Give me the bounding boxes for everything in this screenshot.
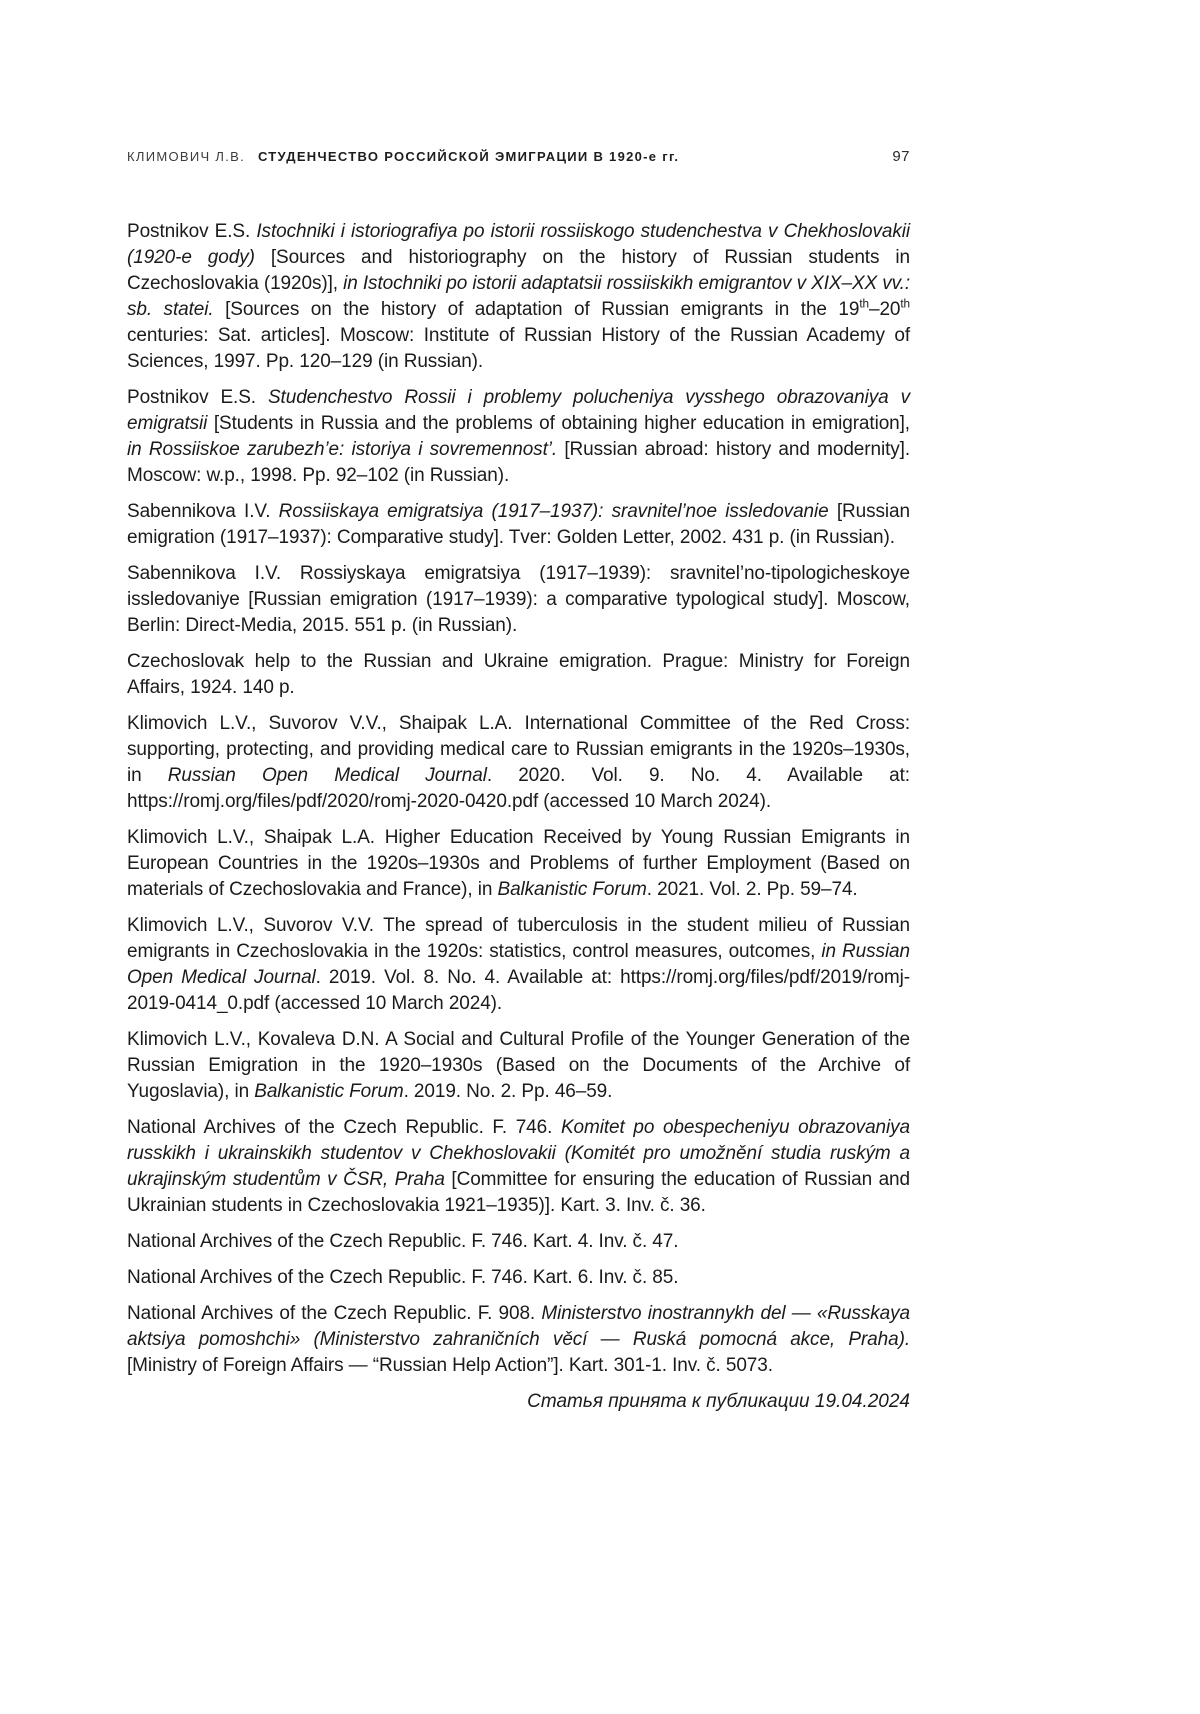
reference-text-run: National Archives of the Czech Republic. F. 746. xyxy=(127,1117,561,1138)
reference-text-run: [Sources and historiography on the history of Russian students in Czechoslovakia (1920s)], xyxy=(127,247,910,294)
reference-title-run: Istochniki i istoriografiya po istorii rossiiskogo studenchestva v Chekhoslovakii (1920-e gody) xyxy=(127,221,910,268)
reference-title-run: Rossiiskaya emigratsiya (1917–1937): sravnitel’noe issledovanie xyxy=(278,501,837,522)
reference-text-run: National Archives of the Czech Republic. F. 746. Kart. 6. Inv. č. 85. xyxy=(127,1267,679,1288)
reference-text-run: –20 xyxy=(868,299,901,320)
reference-text-run: Sabennikova I.V. xyxy=(127,501,279,522)
reference-text-run: [Sources on the history of adaptation of Russian emigrants in the 19 xyxy=(225,299,860,320)
reference-entry xyxy=(127,711,910,815)
running-header-text xyxy=(127,149,679,164)
reference-text-run: Sabennikova I.V. Rossiyskaya emigratsiya (1917–1939): sravnitel’no-tipologicheskoye issledovaniye [Russian emigration (1917–1939): a comparative typological study]. Moscow, Berlin: Direct-Media, 2015. 551 p. (in Russian). xyxy=(127,563,910,636)
reference-text-run: Postnikov E.S. xyxy=(127,387,268,408)
reference-title-run: in Russian Open Medical Journal xyxy=(127,941,910,988)
reference-entry xyxy=(127,825,910,903)
reference-text-run: Klimovich L.V., Suvorov V.V., Shaipak L.A. International Committee of the Red Cross: supporting, protecting, and providing medical care to Russian emigrants in the 1920s–1930s, in xyxy=(127,713,910,786)
ordinal-superscript: th xyxy=(859,297,869,311)
page-number: 97 xyxy=(892,148,910,165)
page-content xyxy=(127,148,910,1415)
header-article-title: СТУДЕНЧЕСТВО РОССИЙСКОЙ ЭМИГРАЦИИ В 1920-е гг. xyxy=(257,149,680,164)
reference-entry xyxy=(127,1265,910,1291)
reference-entry xyxy=(127,1027,910,1105)
reference-text-run: Czechoslovak help to the Russian and Ukraine emigration. Prague: Ministry for Foreign Affairs, 1924. 140 p. xyxy=(127,651,910,698)
reference-text-run: National Archives of the Czech Republic. F. 908. xyxy=(127,1303,542,1324)
reference-entry xyxy=(127,219,910,375)
acceptance-note: Статья принята к публикации 19.04.2024 xyxy=(527,1391,910,1412)
ordinal-superscript: th xyxy=(900,297,911,311)
reference-title-run: Ministerstvo inostrannykh del — «Russkaya aktsiya pomoshchi» (Ministerstvo zahraničních věcí — Ruská pomocná akce, Praha). xyxy=(127,1303,910,1350)
running-header xyxy=(127,148,910,165)
reference-title-run: in Istochniki po istorii adaptatsii rossiiskikh emigrantov v XIX–XX vv.: sb. statei. xyxy=(127,273,911,320)
reference-entry xyxy=(127,1115,910,1219)
reference-title-run: Balkanistic Forum xyxy=(497,879,647,900)
header-author: КЛИМОВИЧ Л.В. xyxy=(127,149,246,164)
reference-entry xyxy=(127,1301,910,1379)
reference-text-run: [Russian emigration (1917–1937): Comparative study]. Tver: Golden Letter, 2002. 431 p. (in Russian). xyxy=(127,501,910,548)
reference-text-run: Klimovich L.V., Suvorov V.V. The spread of tuberculosis in the student milieu of Russian emigrants in Czechoslovakia in the 1920s: statistics, control measures, outcomes, xyxy=(127,915,910,962)
reference-text-run: National Archives of the Czech Republic. F. 746. Kart. 4. Inv. č. 47. xyxy=(127,1231,679,1252)
reference-entry xyxy=(127,913,910,1017)
reference-text-run: Klimovich L.V., Kovaleva D.N. A Social and Cultural Profile of the Younger Generation of the Russian Emigration in the 1920–1930s (Based on the Documents of the Archive of Yugoslavia), in xyxy=(127,1029,910,1102)
reference-text-run: [Committee for ensuring the education of Russian and Ukrainian students in Czechoslovakia 1921–1935)]. Kart. 3. Inv. č. 36. xyxy=(127,1169,910,1216)
reference-title-run: Komitet po obespecheniyu obrazovaniya russkikh i ukrainskikh studentov v Chekhoslovakii (Komitét pro umožnění studia ruským a ukrajinským studentům v ČSR, Praha xyxy=(127,1117,910,1190)
reference-text-run: . 2019. Vol. 8. No. 4. Available at: https://romj.org/files/pdf/2019/romj-2019-0414_0.pdf (accessed 10 March 2024). xyxy=(127,967,910,1014)
reference-title-run: in Rossiiskoe zarubezh’e: istoriya i sovremennost’. xyxy=(127,439,565,460)
reference-text-run: Klimovich L.V., Shaipak L.A. Higher Education Received by Young Russian Emigrants in European Countries in the 1920s–1930s and Problems of further Employment (Based on materials of Czechoslovakia and France), in xyxy=(127,827,910,900)
reference-entry xyxy=(127,385,910,489)
reference-entry xyxy=(127,649,910,701)
reference-text-run: . 2019. No. 2. Pp. 46–59. xyxy=(403,1081,613,1102)
reference-text-run: . 2021. Vol. 2. Pp. 59–74. xyxy=(646,879,858,900)
reference-text-run: [Russian abroad: history and modernity]. Moscow: w.p., 1998. Pp. 92–102 (in Russian). xyxy=(127,439,911,486)
reference-entry xyxy=(127,499,910,551)
references-list xyxy=(127,219,910,1379)
reference-title-run: Balkanistic Forum xyxy=(254,1081,404,1102)
reference-title-run: Studenchestvo Rossii i problemy polucheniya vysshego obrazovaniya v emigratsii xyxy=(127,387,910,434)
reference-title-run: Russian Open Medical Journal xyxy=(167,765,487,786)
reference-text-run: . 2020. Vol. 9. No. 4. Available at: https://romj.org/files/pdf/2020/romj-2020-0420.pdf (accessed 10 March 2024). xyxy=(127,765,910,812)
reference-entry xyxy=(127,1229,910,1255)
reference-text-run: [Students in Russia and the problems of obtaining higher education in emigration], xyxy=(213,413,910,434)
reference-text-run: Postnikov E.S. xyxy=(127,221,257,242)
reference-text-run: centuries: Sat. articles]. Moscow: Institute of Russian History of the Russian Academy of Sciences, 1997. Pp. 120–129 (in Russian). xyxy=(127,325,910,372)
reference-text-run: [Ministry of Foreign Affairs — “Russian Help Action”]. Kart. 301-1. Inv. č. 5073. xyxy=(127,1355,773,1376)
reference-entry xyxy=(127,561,910,639)
